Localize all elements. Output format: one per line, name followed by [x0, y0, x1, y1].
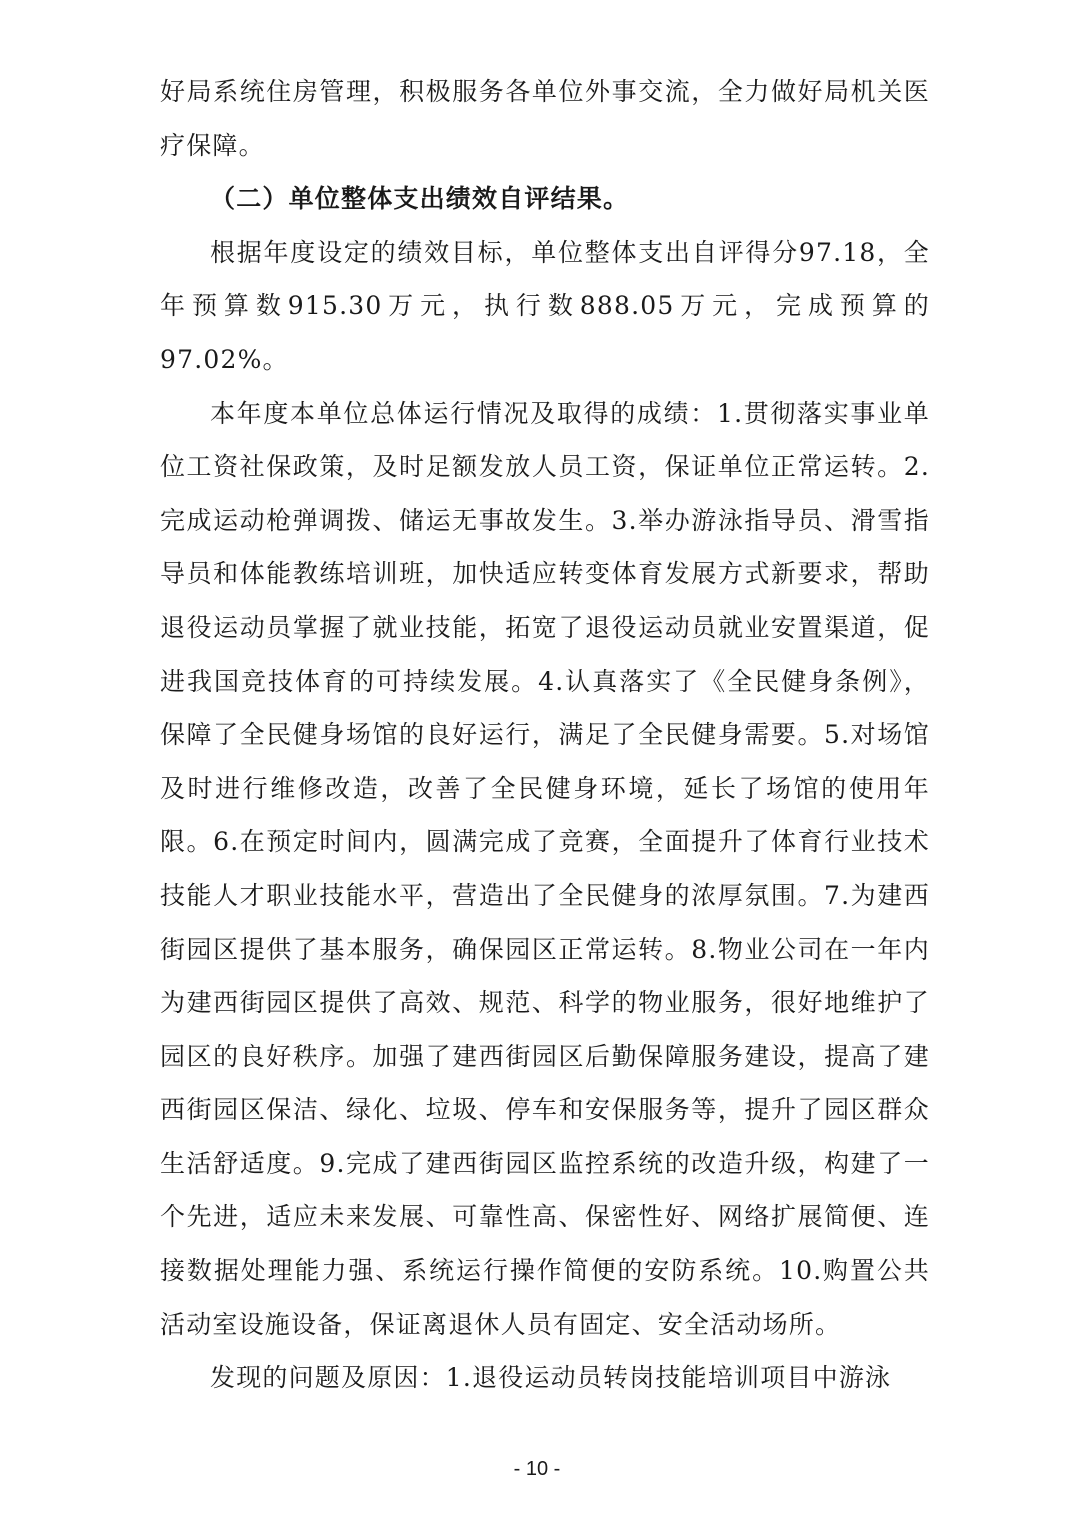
section-heading: （二）单位整体支出绩效自评结果。	[210, 184, 630, 214]
paragraph-continuation: 好局系统住房管理，积极服务各单位外事交流，全力做好局机关医疗保障。	[160, 77, 930, 160]
page-number: - 10 -	[513, 1458, 561, 1480]
body-text	[160, 65, 930, 1405]
paragraph-problems: 发现的问题及原因：1.退役运动员转岗技能培训项目中游泳	[210, 1363, 892, 1393]
paragraph-achievements: 本年度本单位总体运行情况及取得的成绩：1.贯彻落实事业单位工资社保政策，及时足额发放人员工资，保证单位正常运转。2.完成运动枪弹调拨、储运无事故发生。3.举办游泳指导员、滑雪指导员和体能教练培训班，加快适应转变体育发展方式新要求，帮助退役运动员掌握了就业技能，拓宽了退役运动员就业安置渠道，促进我国竞技体育的可持续发展。4.认真落实了《全民健身条例》，保障了全民健身场馆的良好运行，满足了全民健身需要。5.对场馆及时进行维修改造，改善了全民健身环境，延长了场馆的使用年限。6.在预定时间内，圆满完成了竞赛，全面提升了体育行业技术技能人才职业技能水平，营造出了全民健身的浓厚氛围。7.为建西街园区提供了基本服务，确保园区正常运转。8.物业公司在一年内为建西街园区提供了高效、规范、科学的物业服务，很好地维护了园区的良好秩序。加强了建西街园区后勤保障服务建设，提高了建西街园区保洁、绿化、垃圾、停车和安保服务等，提升了园区群众生活舒适度。9.完成了建西街园区监控系统的改造升级，构建了一个先进，适应未来发展、可靠性高、保密性好、网络扩展简便、连接数据处理能力强、系统运行操作简便的安防系统。10.购置公共活动室设施设备，保证离退休人员有固定、安全活动场所。	[160, 398, 930, 1339]
paragraph-score: 根据年度设定的绩效目标，单位整体支出自评得分97.18，全年预算数915.30万元，执行数888.05万元，完成预算的97.02%。	[160, 237, 930, 374]
